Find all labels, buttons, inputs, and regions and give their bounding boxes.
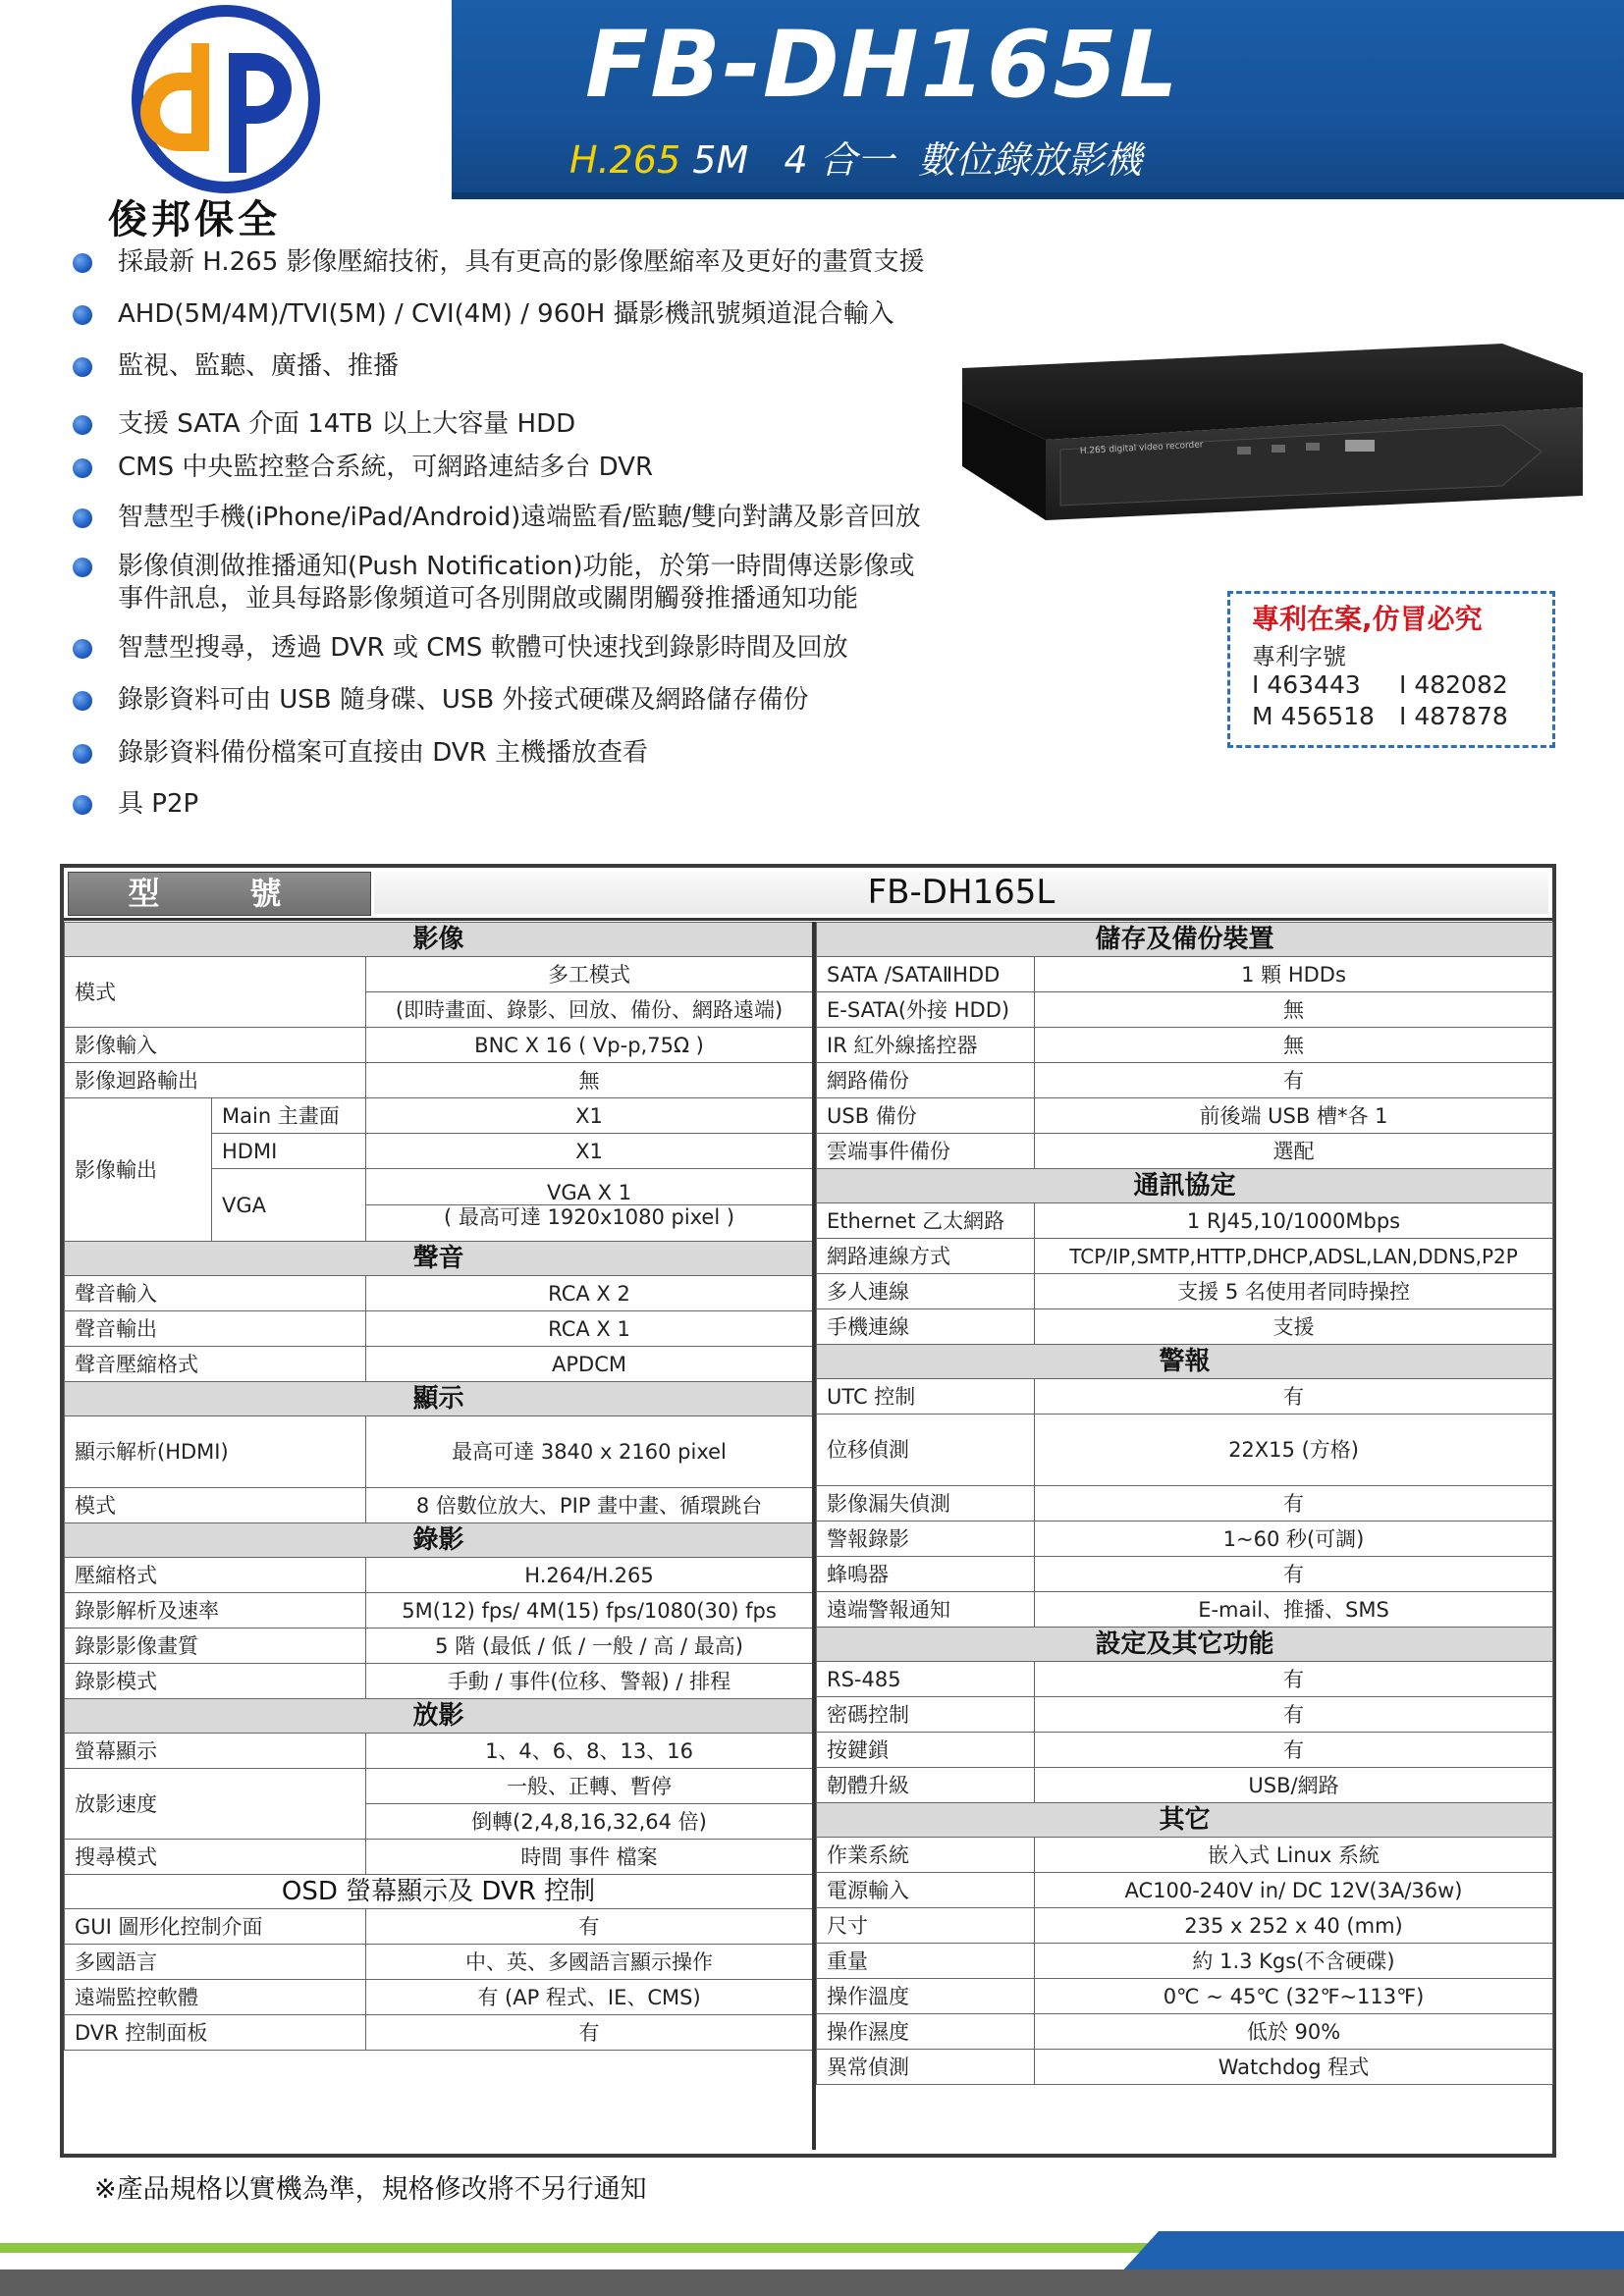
spec-value: 22X15 (方格)	[1035, 1415, 1553, 1486]
spec-value: VGA X 1	[366, 1169, 813, 1205]
spec-label: 影像迴路輸出	[65, 1063, 366, 1098]
bullet-icon	[73, 253, 92, 273]
spec-value: (即時畫面、錄影、回放、備份、網路遠端)	[366, 992, 813, 1028]
spec-value: 有	[1035, 1557, 1553, 1592]
patent-title: 專利在案,仿冒必究	[1252, 603, 1483, 635]
patent-box	[1227, 591, 1555, 748]
spec-value: 有 (AP 程式、IE、CMS)	[366, 1980, 813, 2015]
feature-item: 具 P2P	[73, 787, 1021, 821]
product-front-label: H.265 digital video recorder	[1079, 440, 1204, 456]
spec-label: 作業系統	[817, 1838, 1035, 1873]
spec-value: 8 倍數位放大、PIP 畫中畫、循環跳台	[366, 1488, 813, 1523]
spec-label: 多國語言	[65, 1945, 366, 1980]
feature-item: AHD(5M/4M)/TVI(5M) / CVI(4M) / 960H 攝影機訊號頻道混合輸入	[73, 297, 1021, 331]
model-title: FB-DH165L	[585, 12, 1180, 119]
spec-label: 重量	[817, 1944, 1035, 1979]
spec-value: 有	[366, 2015, 813, 2051]
spec-value: 1、4、6、8、13、16	[366, 1734, 813, 1769]
spec-label: 位移偵測	[817, 1415, 1035, 1486]
section-osd: OSD 螢幕顯示及 DVR 控制	[65, 1875, 813, 1909]
header-stripe	[452, 192, 1624, 199]
feature-item: CMS 中央監控整合系統，可網路連結多台 DVR	[73, 451, 1021, 484]
spec-value: 1 顆 HDDs	[1035, 957, 1553, 992]
spec-label: 電源輸入	[817, 1873, 1035, 1908]
dp-logo-icon	[131, 4, 321, 194]
feature-item: 錄影資料備份檔案可直接由 DVR 主機播放查看	[73, 736, 1021, 770]
bullet-icon	[73, 458, 92, 478]
spec-sublabel: VGA	[212, 1169, 366, 1242]
spec-label: SATA /SATAⅡHDD	[817, 957, 1035, 992]
spec-value: BNC X 16 ( Vp-p,75Ω )	[366, 1028, 813, 1063]
feature-item: 錄影資料可由 USB 隨身碟、USB 外接式硬碟及網路儲存備份	[73, 683, 1021, 717]
spec-value: 無	[366, 1063, 813, 1098]
section-alarm: 警報	[817, 1345, 1553, 1379]
spec-value: 有	[1035, 1662, 1553, 1697]
spec-label: 搜尋模式	[65, 1840, 366, 1875]
spec-label: 遠端警報通知	[817, 1592, 1035, 1628]
spec-label: 聲音輸入	[65, 1276, 366, 1311]
subtitle-codec: H.265	[569, 138, 681, 182]
spec-value: 手動 / 事件(位移、警報) / 排程	[366, 1664, 813, 1699]
bullet-icon	[73, 508, 92, 528]
spec-label: 錄影影像畫質	[65, 1629, 366, 1664]
spec-label: 螢幕顯示	[65, 1734, 366, 1769]
feature-item: 採最新 H.265 影像壓縮技術，具有更高的影像壓縮率及更好的畫質支援	[73, 245, 1021, 279]
spec-label: 放影速度	[65, 1769, 366, 1840]
spec-label: UTC 控制	[817, 1379, 1035, 1415]
spec-label: RS-485	[817, 1662, 1035, 1697]
spec-label: 操作濕度	[817, 2014, 1035, 2050]
footnote: ※產品規格以實機為準，規格修改將不另行通知	[94, 2174, 647, 2205]
section-video: 影像	[65, 923, 813, 957]
spec-label: IR 紅外線搖控器	[817, 1028, 1035, 1063]
spec-label: 影像漏失偵測	[817, 1486, 1035, 1522]
bullet-icon	[73, 415, 92, 435]
spec-value: 有	[1035, 1063, 1553, 1098]
spec-value: 無	[1035, 1028, 1553, 1063]
section-playback: 放影	[65, 1699, 813, 1734]
spec-label: 密碼控制	[817, 1697, 1035, 1733]
spec-right-column	[816, 922, 1553, 2085]
spec-value: 有	[1035, 1733, 1553, 1768]
spec-value: 1~60 秒(可調)	[1035, 1522, 1553, 1557]
spec-value: 支援	[1035, 1309, 1553, 1345]
spec-label: 錄影解析及速率	[65, 1593, 366, 1629]
spec-label: 雲端事件備份	[817, 1134, 1035, 1169]
spec-value: H.264/H.265	[366, 1558, 813, 1593]
spec-label: 聲音壓縮格式	[65, 1347, 366, 1382]
spec-value: X1	[366, 1098, 813, 1134]
feature-item: 智慧型手機(iPhone/iPad/Android)遠端監看/監聽/雙向對講及影音回放	[73, 501, 1021, 534]
spec-value: 選配	[1035, 1134, 1553, 1169]
patent-subtitle: 專利字號	[1252, 643, 1346, 670]
spec-value: 1 RJ45,10/1000Mbps	[1035, 1203, 1553, 1239]
spec-label: USB 備份	[817, 1098, 1035, 1134]
spec-value: 時間 事件 檔案	[366, 1840, 813, 1875]
bullet-icon	[73, 744, 92, 764]
spec-left-column	[64, 922, 813, 2051]
patent-row: M 456518 I 487878	[1252, 702, 1508, 730]
footer-blue-accent	[1119, 2231, 1624, 2274]
spec-value: 有	[1035, 1697, 1553, 1733]
bullet-icon	[73, 357, 92, 377]
feature-item: 監視、監聽、廣播、推播	[73, 349, 1021, 383]
spec-value: 5 階 (最低 / 低 / 一般 / 高 / 最高)	[366, 1629, 813, 1664]
spec-label: 網路連線方式	[817, 1239, 1035, 1274]
spec-value: TCP/IP,SMTP,HTTP,DHCP,ADSL,LAN,DDNS,P2P	[1035, 1239, 1553, 1274]
spec-value: USB/網路	[1035, 1768, 1553, 1803]
spec-sublabel: Main 主畫面	[212, 1098, 366, 1134]
section-audio: 聲音	[65, 1242, 813, 1276]
spec-value: X1	[366, 1134, 813, 1169]
spec-value: 最高可達 3840 x 2160 pixel	[366, 1416, 813, 1488]
spec-label: 錄影模式	[65, 1664, 366, 1699]
feature-item-cont: 事件訊息，並具每路影像頻道可各別開啟或關閉觸發推播通知功能	[118, 584, 859, 614]
dvr-product-image	[952, 334, 1586, 530]
section-record: 錄影	[65, 1523, 813, 1558]
spec-label: 影像輸入	[65, 1028, 366, 1063]
spec-label: 蜂鳴器	[817, 1557, 1035, 1592]
spec-label: 顯示解析(HDMI)	[65, 1416, 366, 1488]
brand-name: 俊邦保全	[108, 196, 281, 242]
spec-label: 異常偵測	[817, 2050, 1035, 2085]
spec-label: 壓縮格式	[65, 1558, 366, 1593]
spec-label: DVR 控制面板	[65, 2015, 366, 2051]
spec-value: RCA X 1	[366, 1311, 813, 1347]
bullet-icon	[73, 639, 92, 659]
spec-value: AC100-240V in/ DC 12V(3A/36w)	[1035, 1873, 1553, 1908]
section-other: 其它	[817, 1803, 1553, 1838]
spec-header	[64, 868, 1552, 921]
spec-value: 中、英、多國語言顯示操作	[366, 1945, 813, 1980]
spec-value: E-mail、推播、SMS	[1035, 1592, 1553, 1628]
section-storage: 儲存及備份裝置	[817, 923, 1553, 957]
spec-value: 低於 90%	[1035, 2014, 1553, 2050]
spec-label: 模式	[65, 1488, 366, 1523]
spec-value: Watchdog 程式	[1035, 2050, 1553, 2085]
spec-sublabel: HDMI	[212, 1134, 366, 1169]
spec-value: 5M(12) fps/ 4M(15) fps/1080(30) fps	[366, 1593, 813, 1629]
spec-label: 尺寸	[817, 1908, 1035, 1944]
bullet-icon	[73, 558, 92, 577]
spec-value: 支援 5 名使用者同時操控	[1035, 1274, 1553, 1309]
spec-value: 約 1.3 Kgs(不含硬碟)	[1035, 1944, 1553, 1979]
spec-label: 遠端監控軟體	[65, 1980, 366, 2015]
spec-value: 235 x 252 x 40 (mm)	[1035, 1908, 1553, 1944]
subtitle-text: 5M 4 合一 數位錄放影機	[692, 138, 1142, 182]
spec-label: 操作溫度	[817, 1979, 1035, 2014]
spec-label: 影像輸出	[65, 1098, 212, 1242]
bullet-icon	[73, 795, 92, 815]
spec-value: RCA X 2	[366, 1276, 813, 1311]
section-comm: 通訊協定	[817, 1169, 1553, 1203]
spec-table	[60, 864, 1556, 2158]
spec-value: 0℃ ~ 45℃ (32℉~113℉)	[1035, 1979, 1553, 2014]
feature-item: 支援 SATA 介面 14TB 以上大容量 HDD	[73, 407, 1021, 441]
section-display: 顯示	[65, 1382, 813, 1416]
bullet-icon	[73, 305, 92, 325]
footer-gray-band	[0, 2269, 1624, 2296]
spec-value: 無	[1035, 992, 1553, 1028]
spec-label: 模式	[65, 957, 366, 1028]
spec-header-model: FB-DH165L	[374, 872, 1548, 914]
feature-item: 影像偵測做推播通知(Push Notification)功能，於第一時間傳送影像或	[73, 550, 1021, 583]
spec-label: 多人連線	[817, 1274, 1035, 1309]
spec-header-label: 型 號	[68, 872, 371, 916]
spec-label: 聲音輸出	[65, 1311, 366, 1347]
spec-label: 按鍵鎖	[817, 1733, 1035, 1768]
spec-value: 有	[366, 1909, 813, 1945]
spec-value: APDCM	[366, 1347, 813, 1382]
spec-label: 韌體升級	[817, 1768, 1035, 1803]
spec-value: 有	[1035, 1379, 1553, 1415]
spec-value: ( 最高可達 1920x1080 pixel )	[366, 1205, 813, 1242]
bullet-icon	[73, 691, 92, 711]
patent-row: I 463443 I 482082	[1252, 670, 1508, 699]
spec-value: 嵌入式 Linux 系統	[1035, 1838, 1553, 1873]
spec-value: 一般、正轉、暫停	[366, 1769, 813, 1804]
spec-label: Ethernet 乙太網路	[817, 1203, 1035, 1239]
spec-value: 多工模式	[366, 957, 813, 992]
spec-value: 前後端 USB 槽*各 1	[1035, 1098, 1553, 1134]
feature-item: 智慧型搜尋，透過 DVR 或 CMS 軟體可快速找到錄影時間及回放	[73, 631, 1021, 665]
spec-label: E-SATA(外接 HDD)	[817, 992, 1035, 1028]
spec-value: 倒轉(2,4,8,16,32,64 倍)	[366, 1804, 813, 1840]
subtitle	[569, 130, 1142, 184]
spec-label: 網路備份	[817, 1063, 1035, 1098]
spec-label: GUI 圖形化控制介面	[65, 1909, 366, 1945]
section-settings: 設定及其它功能	[817, 1628, 1553, 1662]
spec-value: 有	[1035, 1486, 1553, 1522]
spec-label: 警報錄影	[817, 1522, 1035, 1557]
spec-label: 手機連線	[817, 1309, 1035, 1345]
